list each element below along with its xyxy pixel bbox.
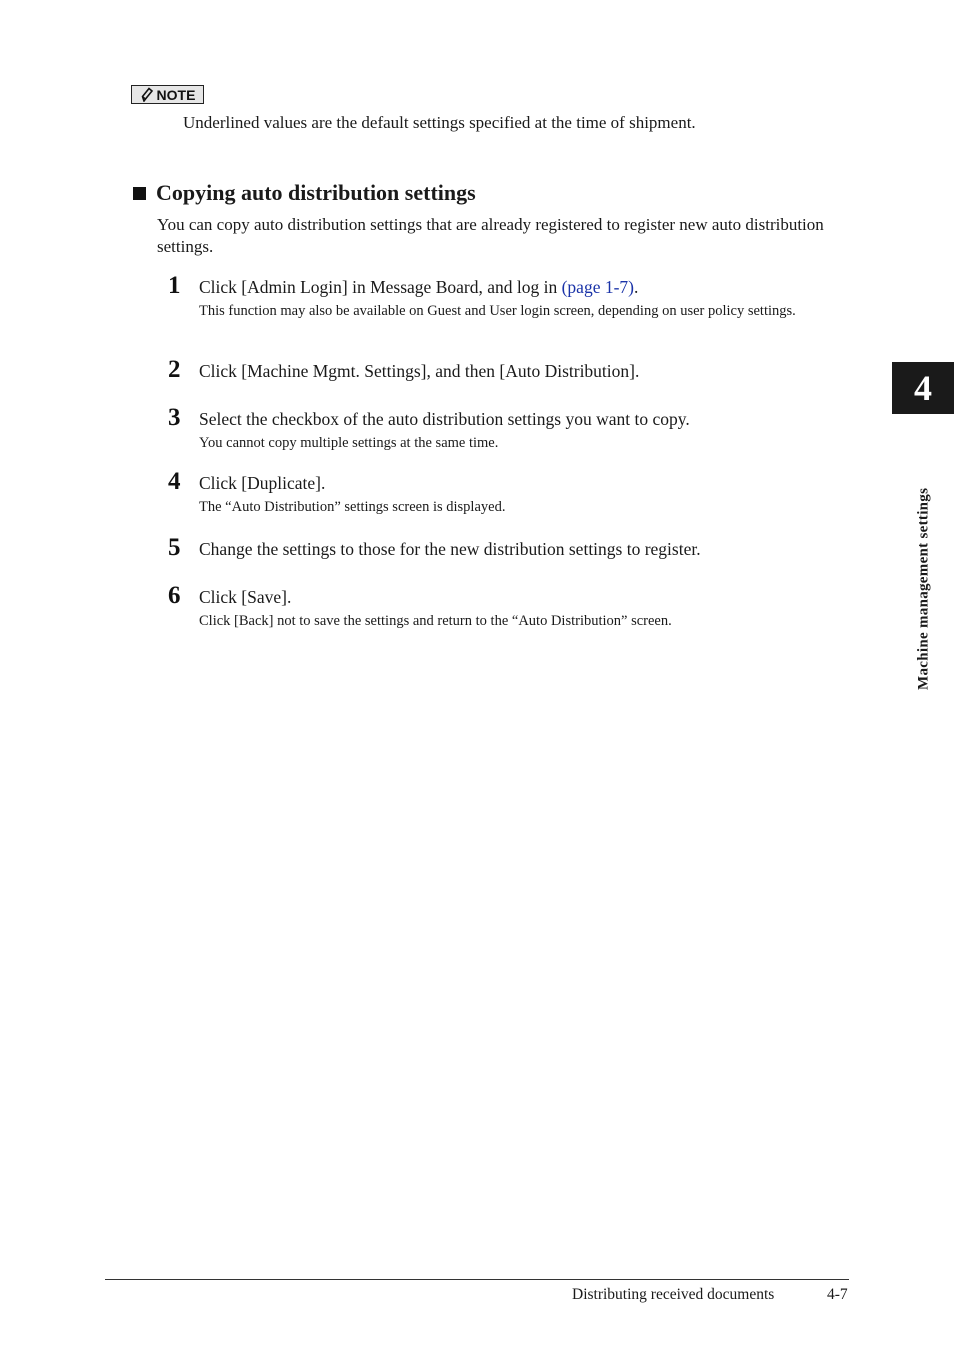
step-number: 1	[168, 272, 181, 299]
footer-divider	[105, 1279, 849, 1280]
step-2	[168, 356, 848, 383]
chapter-tab: 4	[892, 362, 954, 414]
step-number: 5	[168, 534, 181, 561]
step-subtext: The “Auto Distribution” settings screen is displayed.	[199, 499, 506, 515]
step-text: Click [Machine Mgmt. Settings], and then [Auto Distribution].	[199, 361, 640, 381]
note-label: NOTE	[156, 86, 196, 103]
step-number: 6	[168, 582, 181, 609]
step-text	[199, 276, 848, 298]
note-text: Underlined values are the default settings specified at the time of shipment.	[183, 113, 696, 132]
step-5	[168, 534, 848, 561]
step-6	[168, 582, 848, 631]
footer-section-name: Distributing received documents	[572, 1286, 775, 1303]
step-3	[168, 404, 848, 453]
step-text-part: Click [Admin Login] in Message Board, and log in	[199, 277, 562, 297]
step-subtext: This function may also be available on Guest and User login screen, depending on user policy settings.	[199, 303, 796, 319]
step-number: 2	[168, 356, 181, 383]
step-subtext: Click [Back] not to save the settings and return to the “Auto Distribution” screen.	[199, 613, 672, 629]
step-text: Click [Duplicate].	[199, 473, 326, 493]
step-text: Select the checkbox of the auto distribution settings you want to copy.	[199, 409, 690, 429]
section-heading	[133, 180, 476, 206]
step-1	[168, 272, 848, 321]
chapter-title-vertical: Machine management settings	[915, 487, 932, 690]
section-title: Copying auto distribution settings	[156, 180, 476, 205]
section-intro: You can copy auto distribution settings that are already registered to register new auto distribution settings.	[157, 215, 824, 256]
step-4	[168, 468, 848, 517]
step-number: 3	[168, 404, 181, 431]
step-number: 4	[168, 468, 181, 495]
step-subtext: You cannot copy multiple settings at the same time.	[199, 435, 499, 451]
step-text-part: .	[634, 277, 639, 297]
footer-page-number: 4-7	[827, 1286, 848, 1303]
page-link[interactable]: (page 1-7)	[561, 277, 634, 297]
pencil-icon	[140, 87, 154, 102]
square-bullet-icon	[133, 187, 146, 200]
step-text: Change the settings to those for the new distribution settings to register.	[199, 539, 701, 559]
step-text: Click [Save].	[199, 587, 292, 607]
note-badge	[131, 85, 204, 104]
